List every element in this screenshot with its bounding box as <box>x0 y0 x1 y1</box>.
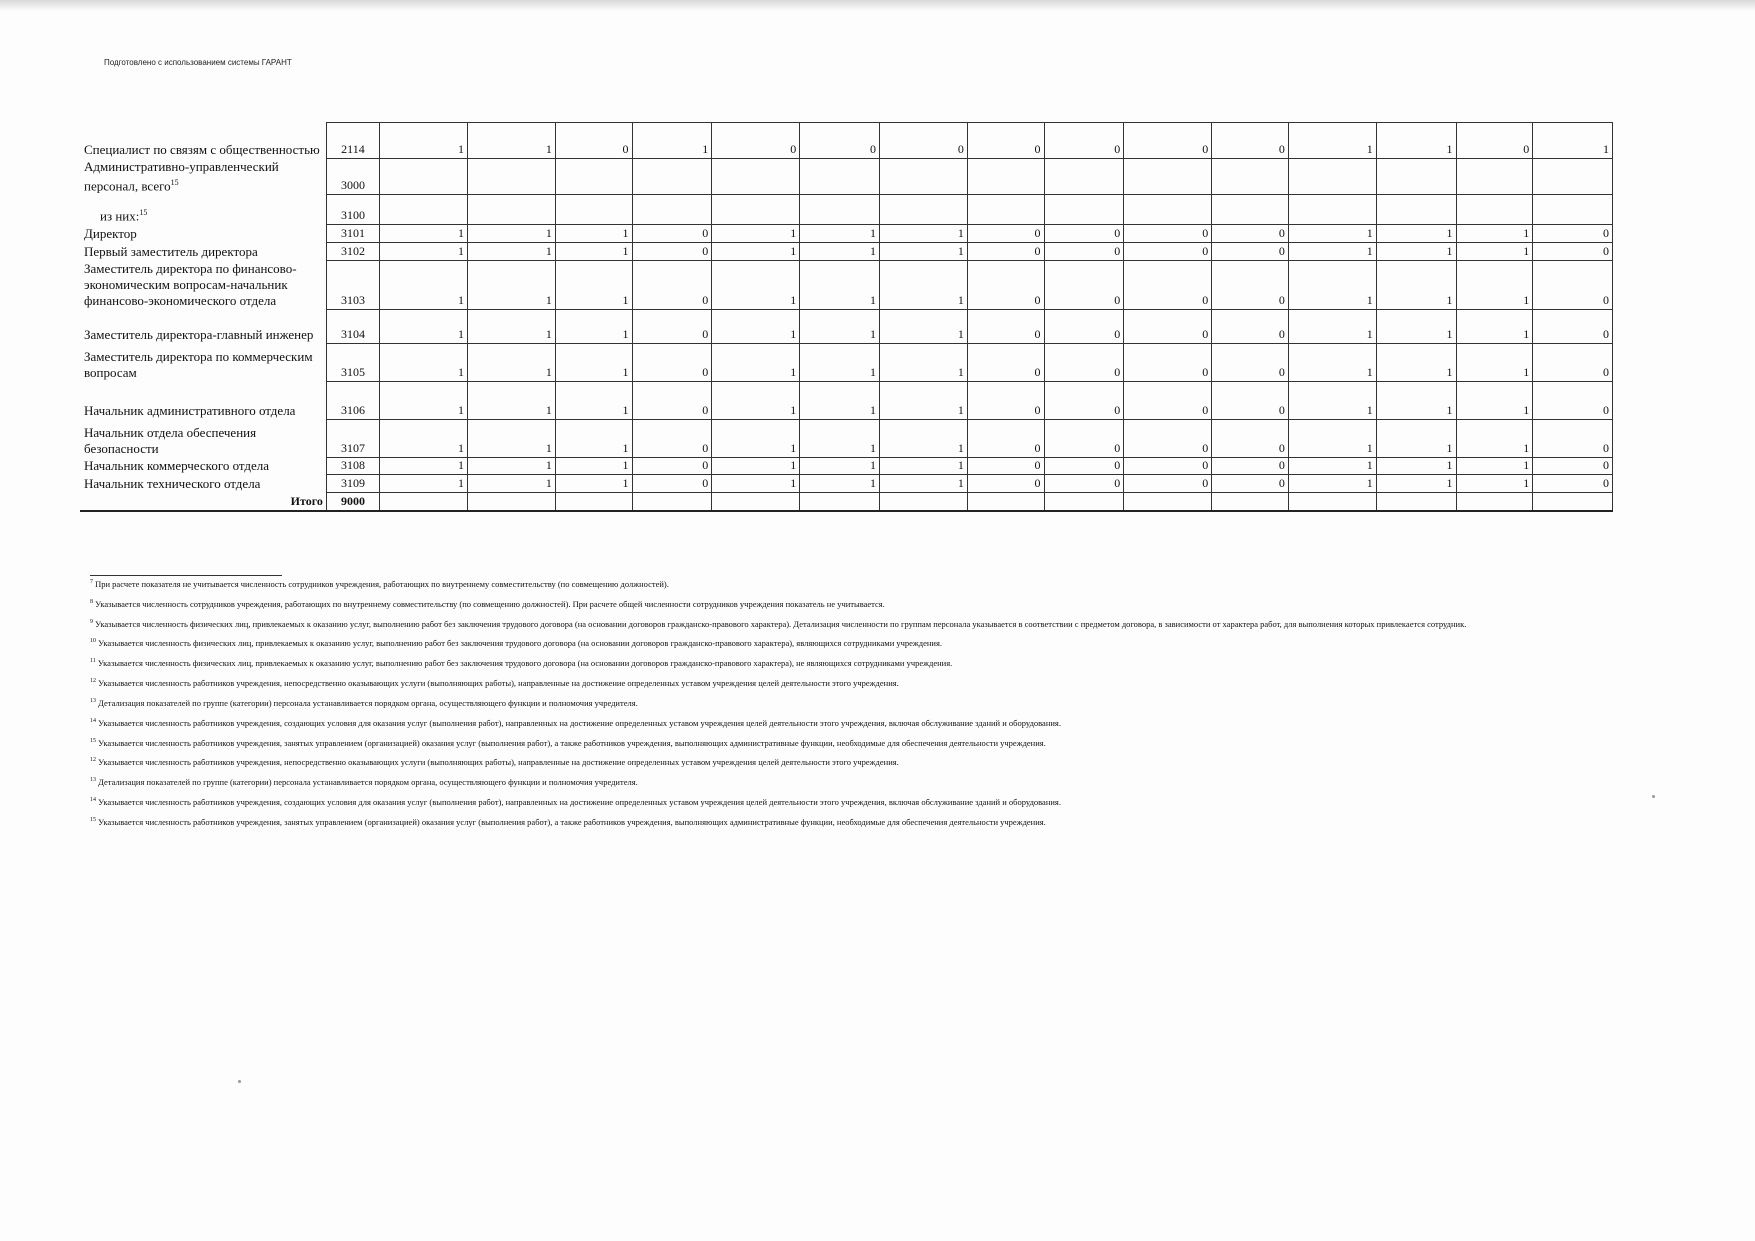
total-cell-value <box>1124 493 1212 511</box>
total-cell-value <box>800 493 880 511</box>
cell-value: 1 <box>1288 225 1376 243</box>
cell-value: 0 <box>1212 458 1289 475</box>
row-name <box>80 159 326 195</box>
cell-value: 0 <box>1044 458 1124 475</box>
row-code: 3107 <box>326 420 379 458</box>
footnote-text: Детализация показателей по группе (категории) персонала устанавливается порядком органа, осуществляющего функции и полномочия учредителя. <box>98 697 638 708</box>
cell-value: 0 <box>1124 243 1212 261</box>
table-row <box>80 123 1613 159</box>
cell-value: 1 <box>467 243 555 261</box>
row-name <box>80 310 326 344</box>
cell-value: 0 <box>1533 344 1613 382</box>
total-cell-value <box>380 493 468 511</box>
cell-value: 1 <box>800 243 880 261</box>
row-name-text: Специалист по связям с общественностью <box>84 141 320 157</box>
cell-value: 1 <box>467 458 555 475</box>
cell-value: 0 <box>967 123 1044 159</box>
total-cell-value <box>1044 493 1124 511</box>
cell-value: 0 <box>1212 475 1289 493</box>
footnote-text: Детализация показателей по группе (категории) персонала устанавливается порядком органа, осуществляющего функции и полномочия учредителя. <box>98 777 638 788</box>
cell-value: 1 <box>879 475 967 493</box>
cell-value: 0 <box>967 420 1044 458</box>
cell-value: 1 <box>712 475 800 493</box>
cell-value: 0 <box>1533 261 1613 310</box>
cell-value: 1 <box>1376 225 1456 243</box>
row-name-text: Директор <box>84 225 137 241</box>
cell-value: 1 <box>1533 123 1613 159</box>
cell-value: 1 <box>879 261 967 310</box>
footnote-text: Указывается численность работников учреждения, непосредственно оказывающих услуги (выполняющих работы), направленные на достижение определенных уставом учреждения целей деятельности этого учреждения. <box>98 677 899 688</box>
cell-value: 0 <box>1124 310 1212 344</box>
cell-value: 0 <box>1044 123 1124 159</box>
cell-value: 1 <box>879 458 967 475</box>
cell-value: 1 <box>800 344 880 382</box>
cell-value: 1 <box>467 225 555 243</box>
cell-value: 1 <box>879 225 967 243</box>
cell-value: 0 <box>1044 225 1124 243</box>
cell-value: 1 <box>800 261 880 310</box>
cell-value: 0 <box>632 310 712 344</box>
cell-value: 1 <box>712 458 800 475</box>
cell-value: 0 <box>632 225 712 243</box>
cell-value: 1 <box>467 420 555 458</box>
cell-value: 1 <box>879 344 967 382</box>
cell-value: 1 <box>1288 458 1376 475</box>
row-name <box>80 475 326 493</box>
footnote <box>90 716 1630 729</box>
row-name <box>80 225 326 243</box>
row-code: 3103 <box>326 261 379 310</box>
cell-value: 1 <box>879 420 967 458</box>
footnote-ref: 15 <box>139 207 148 217</box>
scan-speck <box>238 1080 241 1083</box>
cell-value: 1 <box>800 310 880 344</box>
cell-value <box>967 159 1044 195</box>
table-row <box>80 420 1613 458</box>
cell-value <box>1212 159 1289 195</box>
cell-value <box>555 195 632 225</box>
cell-value: 1 <box>1456 420 1533 458</box>
cell-value <box>1376 159 1456 195</box>
cell-value: 0 <box>879 123 967 159</box>
cell-value <box>1376 195 1456 225</box>
cell-value: 1 <box>1376 475 1456 493</box>
cell-value <box>1288 159 1376 195</box>
footnote-text: Указывается численность физических лиц, привлекаемых к оказанию услуг, выполнению работ без заключения трудового договора (на основании договоров гражданско-правового характера), не являющихся сотрудниками учреждения. <box>97 658 953 669</box>
cell-value: 1 <box>1456 344 1533 382</box>
cell-value: 0 <box>1533 458 1613 475</box>
cell-value: 1 <box>1288 382 1376 420</box>
cell-value: 1 <box>1376 243 1456 261</box>
cell-value: 1 <box>555 458 632 475</box>
cell-value <box>380 159 468 195</box>
row-name-text: Заместитель директора-главный инженер <box>84 326 314 342</box>
cell-value: 1 <box>467 382 555 420</box>
footnote-ref: 15 <box>170 177 179 187</box>
cell-value: 0 <box>1044 261 1124 310</box>
footnote-number: 10 <box>90 638 96 645</box>
table-row <box>80 225 1613 243</box>
total-code: 9000 <box>326 493 379 511</box>
cell-value <box>632 159 712 195</box>
total-row <box>80 493 1613 511</box>
cell-value: 1 <box>467 123 555 159</box>
cell-value: 1 <box>1376 344 1456 382</box>
row-name-text: Начальник технического отдела <box>84 475 261 491</box>
footnote <box>90 617 1630 630</box>
footnote-text: Указывается численность работников учреждения, занятых управлением (организацией) оказания услуг (выполнения работ), а также работников учреждения, выполняющих административные функции, необходимые для обеспечения деятельности учреждения. <box>98 737 1046 748</box>
footnote-number: 15 <box>90 737 96 744</box>
footnote-text: Указывается численность физических лиц, привлекаемых к оказанию услуг, выполнению работ без заключения трудового договора (на основании договоров гражданско-правового характера). Детализация численности по группам персонала указывается в соответствии с предметом договора, в зависимости от характера работ, для выполнения которых привлекается сотрудник. <box>95 618 1467 629</box>
cell-value <box>1456 195 1533 225</box>
footnote-number: 12 <box>90 757 96 764</box>
cell-value: 1 <box>712 344 800 382</box>
cell-value: 1 <box>1288 243 1376 261</box>
cell-value: 1 <box>555 420 632 458</box>
cell-value: 0 <box>967 243 1044 261</box>
cell-value: 0 <box>1212 261 1289 310</box>
total-cell-value <box>467 493 555 511</box>
cell-value: 0 <box>632 458 712 475</box>
cell-value <box>712 195 800 225</box>
cell-value: 1 <box>1288 123 1376 159</box>
footnote-number: 13 <box>90 697 96 704</box>
cell-value: 0 <box>1044 475 1124 493</box>
total-cell-value <box>1533 493 1613 511</box>
cell-value: 1 <box>1376 310 1456 344</box>
cell-value: 0 <box>632 475 712 493</box>
total-cell-value <box>1212 493 1289 511</box>
cell-value: 1 <box>380 261 468 310</box>
cell-value: 1 <box>1376 382 1456 420</box>
cell-value: 1 <box>1288 344 1376 382</box>
cell-value: 0 <box>1124 123 1212 159</box>
total-cell-value <box>879 493 967 511</box>
cell-value: 1 <box>800 382 880 420</box>
cell-value: 0 <box>1124 261 1212 310</box>
cell-value: 1 <box>1288 475 1376 493</box>
table-row <box>80 195 1613 225</box>
cell-value: 0 <box>1212 225 1289 243</box>
footnote-text: Указывается численность физических лиц, привлекаемых к оказанию услуг, выполнению работ без заключения трудового договора (на основании договоров гражданско-правового характера), являющихся сотрудниками учреждения. <box>98 638 943 649</box>
cell-value <box>1456 159 1533 195</box>
cell-value: 0 <box>967 261 1044 310</box>
cell-value <box>967 195 1044 225</box>
cell-value: 0 <box>1212 310 1289 344</box>
cell-value: 1 <box>1456 261 1533 310</box>
total-cell-value <box>555 493 632 511</box>
footnote <box>90 577 1630 590</box>
cell-value: 1 <box>555 475 632 493</box>
cell-value: 1 <box>712 382 800 420</box>
cell-value: 0 <box>1212 382 1289 420</box>
cell-value: 1 <box>1456 225 1533 243</box>
row-name <box>80 195 326 225</box>
cell-value: 1 <box>712 310 800 344</box>
cell-value: 1 <box>712 420 800 458</box>
row-code: 3104 <box>326 310 379 344</box>
cell-value <box>555 159 632 195</box>
cell-value <box>1533 195 1613 225</box>
table-row <box>80 310 1613 344</box>
footnote <box>90 815 1630 828</box>
table-row <box>80 458 1613 475</box>
cell-value: 1 <box>380 225 468 243</box>
cell-value: 1 <box>1376 123 1456 159</box>
source-note: Подготовлено с использованием системы ГАРАНТ <box>104 58 292 67</box>
cell-value: 0 <box>1533 243 1613 261</box>
cell-value: 0 <box>1044 243 1124 261</box>
row-name-text: из них: <box>100 207 140 223</box>
cell-value: 0 <box>1533 420 1613 458</box>
cell-value <box>879 159 967 195</box>
cell-value: 1 <box>555 225 632 243</box>
row-code: 3101 <box>326 225 379 243</box>
row-code: 3106 <box>326 382 379 420</box>
cell-value <box>380 195 468 225</box>
cell-value <box>632 195 712 225</box>
cell-value: 0 <box>1533 382 1613 420</box>
cell-value: 0 <box>1124 458 1212 475</box>
row-name-text: Первый заместитель директора <box>84 243 258 259</box>
footnote <box>90 795 1630 808</box>
row-code: 3100 <box>326 195 379 225</box>
cell-value: 0 <box>1533 225 1613 243</box>
cell-value: 1 <box>1456 475 1533 493</box>
cell-value <box>467 195 555 225</box>
cell-value: 1 <box>800 225 880 243</box>
cell-value: 0 <box>1124 475 1212 493</box>
row-name-text: Заместитель директора по коммерческим вопросам <box>84 348 313 380</box>
footnote-number: 9 <box>90 618 93 625</box>
total-label: Итого <box>80 493 326 511</box>
footnote-number: 14 <box>90 717 96 724</box>
footnote-text: При расчете показателя не учитывается численность сотрудников учреждения, работающих по внутреннему совместительству (по совмещению должностей). <box>95 578 669 589</box>
cell-value: 1 <box>1456 382 1533 420</box>
cell-value: 0 <box>967 344 1044 382</box>
cell-value: 1 <box>800 475 880 493</box>
footnote-number: 14 <box>90 797 96 804</box>
cell-value: 1 <box>555 344 632 382</box>
cell-value: 0 <box>1044 382 1124 420</box>
total-cell-value <box>1456 493 1533 511</box>
footnote <box>90 676 1630 689</box>
cell-value: 1 <box>380 475 468 493</box>
table-row <box>80 261 1613 310</box>
cell-value: 0 <box>712 123 800 159</box>
cell-value: 1 <box>380 243 468 261</box>
cell-value: 1 <box>1456 458 1533 475</box>
cell-value: 1 <box>380 310 468 344</box>
cell-value: 0 <box>1124 344 1212 382</box>
footnote-number: 8 <box>90 598 93 605</box>
cell-value: 1 <box>879 243 967 261</box>
cell-value: 1 <box>467 310 555 344</box>
table-row <box>80 475 1613 493</box>
cell-value: 1 <box>879 382 967 420</box>
cell-value: 1 <box>1376 458 1456 475</box>
cell-value: 1 <box>712 243 800 261</box>
cell-value <box>1044 159 1124 195</box>
cell-value <box>1288 195 1376 225</box>
cell-value: 0 <box>1212 344 1289 382</box>
footnote <box>90 636 1630 649</box>
scan-top-edge <box>0 0 1755 11</box>
cell-value: 1 <box>1456 310 1533 344</box>
cell-value: 1 <box>467 261 555 310</box>
cell-value: 1 <box>712 261 800 310</box>
footnote <box>90 656 1630 669</box>
row-name <box>80 123 326 159</box>
cell-value: 1 <box>1288 310 1376 344</box>
cell-value: 0 <box>1124 225 1212 243</box>
scan-speck <box>1652 795 1655 798</box>
footnotes <box>90 577 1630 835</box>
cell-value: 1 <box>1456 243 1533 261</box>
footnote-number: 12 <box>90 678 96 685</box>
footnote <box>90 696 1630 709</box>
cell-value: 1 <box>380 344 468 382</box>
cell-value: 1 <box>800 420 880 458</box>
cell-value: 1 <box>467 475 555 493</box>
footnote-number: 11 <box>90 658 96 665</box>
row-name-text: Начальник коммерческого отдела <box>84 457 270 473</box>
footnote <box>90 775 1630 788</box>
cell-value <box>800 159 880 195</box>
cell-value: 1 <box>800 458 880 475</box>
footnote-text: Указывается численность работников учреждения, непосредственно оказывающих услуги (выполняющих работы), направленные на достижение определенных уставом учреждения целей деятельности этого учреждения. <box>98 757 899 768</box>
cell-value: 0 <box>632 344 712 382</box>
footnote-separator <box>90 575 282 576</box>
row-name-text: Заместитель директора по финансово-экономическим вопросам-начальник финансово-экономического отдела <box>84 260 297 308</box>
footnote-text: Указывается численность сотрудников учреждения, работающих по внутреннему совместительству (по совмещению должностей). При расчете общей численности сотрудников учреждения показатель не учитывается. <box>95 598 885 609</box>
row-code: 3105 <box>326 344 379 382</box>
footnote <box>90 597 1630 610</box>
cell-value: 1 <box>1376 261 1456 310</box>
cell-value: 0 <box>1044 420 1124 458</box>
cell-value: 1 <box>555 310 632 344</box>
cell-value <box>1044 195 1124 225</box>
cell-value: 0 <box>555 123 632 159</box>
cell-value: 1 <box>632 123 712 159</box>
cell-value: 0 <box>1212 420 1289 458</box>
row-code: 2114 <box>326 123 379 159</box>
cell-value: 0 <box>1533 310 1613 344</box>
row-name <box>80 382 326 420</box>
cell-value: 0 <box>632 420 712 458</box>
table-row <box>80 243 1613 261</box>
cell-value <box>712 159 800 195</box>
cell-value: 0 <box>1456 123 1533 159</box>
cell-value <box>1124 195 1212 225</box>
cell-value: 1 <box>712 225 800 243</box>
cell-value: 0 <box>1124 382 1212 420</box>
row-code: 3102 <box>326 243 379 261</box>
footnote-number: 13 <box>90 777 96 784</box>
row-name <box>80 261 326 310</box>
cell-value: 1 <box>467 344 555 382</box>
cell-value: 1 <box>380 382 468 420</box>
row-name-text: Административно-управленческий персонал, всего <box>84 158 279 193</box>
footnote-text: Указывается численность работников учреждения, создающих условия для оказания услуг (выполнения работ), направленных на достижение определенных уставом учреждения целей деятельности этого учреждения, включая обслуживание зданий и оборудования. <box>98 796 1061 807</box>
cell-value: 0 <box>1212 123 1289 159</box>
cell-value: 0 <box>1124 420 1212 458</box>
staff-table-body <box>80 123 1613 511</box>
cell-value: 0 <box>632 261 712 310</box>
cell-value: 0 <box>967 310 1044 344</box>
row-name <box>80 458 326 475</box>
cell-value: 0 <box>1212 243 1289 261</box>
row-code: 3000 <box>326 159 379 195</box>
cell-value: 1 <box>555 382 632 420</box>
cell-value: 1 <box>555 261 632 310</box>
cell-value: 1 <box>380 458 468 475</box>
cell-value: 0 <box>1044 310 1124 344</box>
cell-value: 0 <box>1533 475 1613 493</box>
cell-value: 0 <box>800 123 880 159</box>
cell-value: 1 <box>380 420 468 458</box>
cell-value: 1 <box>879 310 967 344</box>
total-cell-value <box>1288 493 1376 511</box>
staff-table <box>80 122 1613 512</box>
total-cell-value <box>1376 493 1456 511</box>
cell-value: 0 <box>967 475 1044 493</box>
cell-value: 1 <box>555 243 632 261</box>
cell-value: 0 <box>967 225 1044 243</box>
footnote-number: 7 <box>90 579 93 585</box>
footnote-text: Указывается численность работников учреждения, занятых управлением (организацией) оказания услуг (выполнения работ), а также работников учреждения, выполняющих административные функции, необходимые для обеспечения деятельности учреждения. <box>98 816 1046 827</box>
footnote <box>90 736 1630 749</box>
table-row <box>80 344 1613 382</box>
table-row <box>80 382 1613 420</box>
cell-value: 1 <box>1376 420 1456 458</box>
cell-value <box>1124 159 1212 195</box>
row-name-text: Начальник отдела обеспечения безопасности <box>84 424 257 456</box>
cell-value: 0 <box>1044 344 1124 382</box>
row-code: 3109 <box>326 475 379 493</box>
cell-value: 0 <box>632 243 712 261</box>
total-cell-value <box>712 493 800 511</box>
table-row <box>80 159 1613 195</box>
row-name-text: Начальник административного отдела <box>84 402 296 418</box>
cell-value: 0 <box>967 382 1044 420</box>
cell-value: 1 <box>1288 261 1376 310</box>
cell-value <box>1212 195 1289 225</box>
footnote-number: 15 <box>90 816 96 823</box>
row-name <box>80 344 326 382</box>
cell-value <box>800 195 880 225</box>
row-name <box>80 243 326 261</box>
total-cell-value <box>967 493 1044 511</box>
cell-value <box>879 195 967 225</box>
cell-value <box>1533 159 1613 195</box>
cell-value: 1 <box>380 123 468 159</box>
footnote-text: Указывается численность работников учреждения, создающих условия для оказания услуг (выполнения работ), направленных на достижение определенных уставом учреждения целей деятельности этого учреждения, включая обслуживание зданий и оборудования. <box>98 717 1061 728</box>
footnote <box>90 755 1630 768</box>
cell-value: 0 <box>632 382 712 420</box>
cell-value: 1 <box>1288 420 1376 458</box>
cell-value: 0 <box>967 458 1044 475</box>
total-cell-value <box>632 493 712 511</box>
row-code: 3108 <box>326 458 379 475</box>
row-name <box>80 420 326 458</box>
cell-value <box>467 159 555 195</box>
